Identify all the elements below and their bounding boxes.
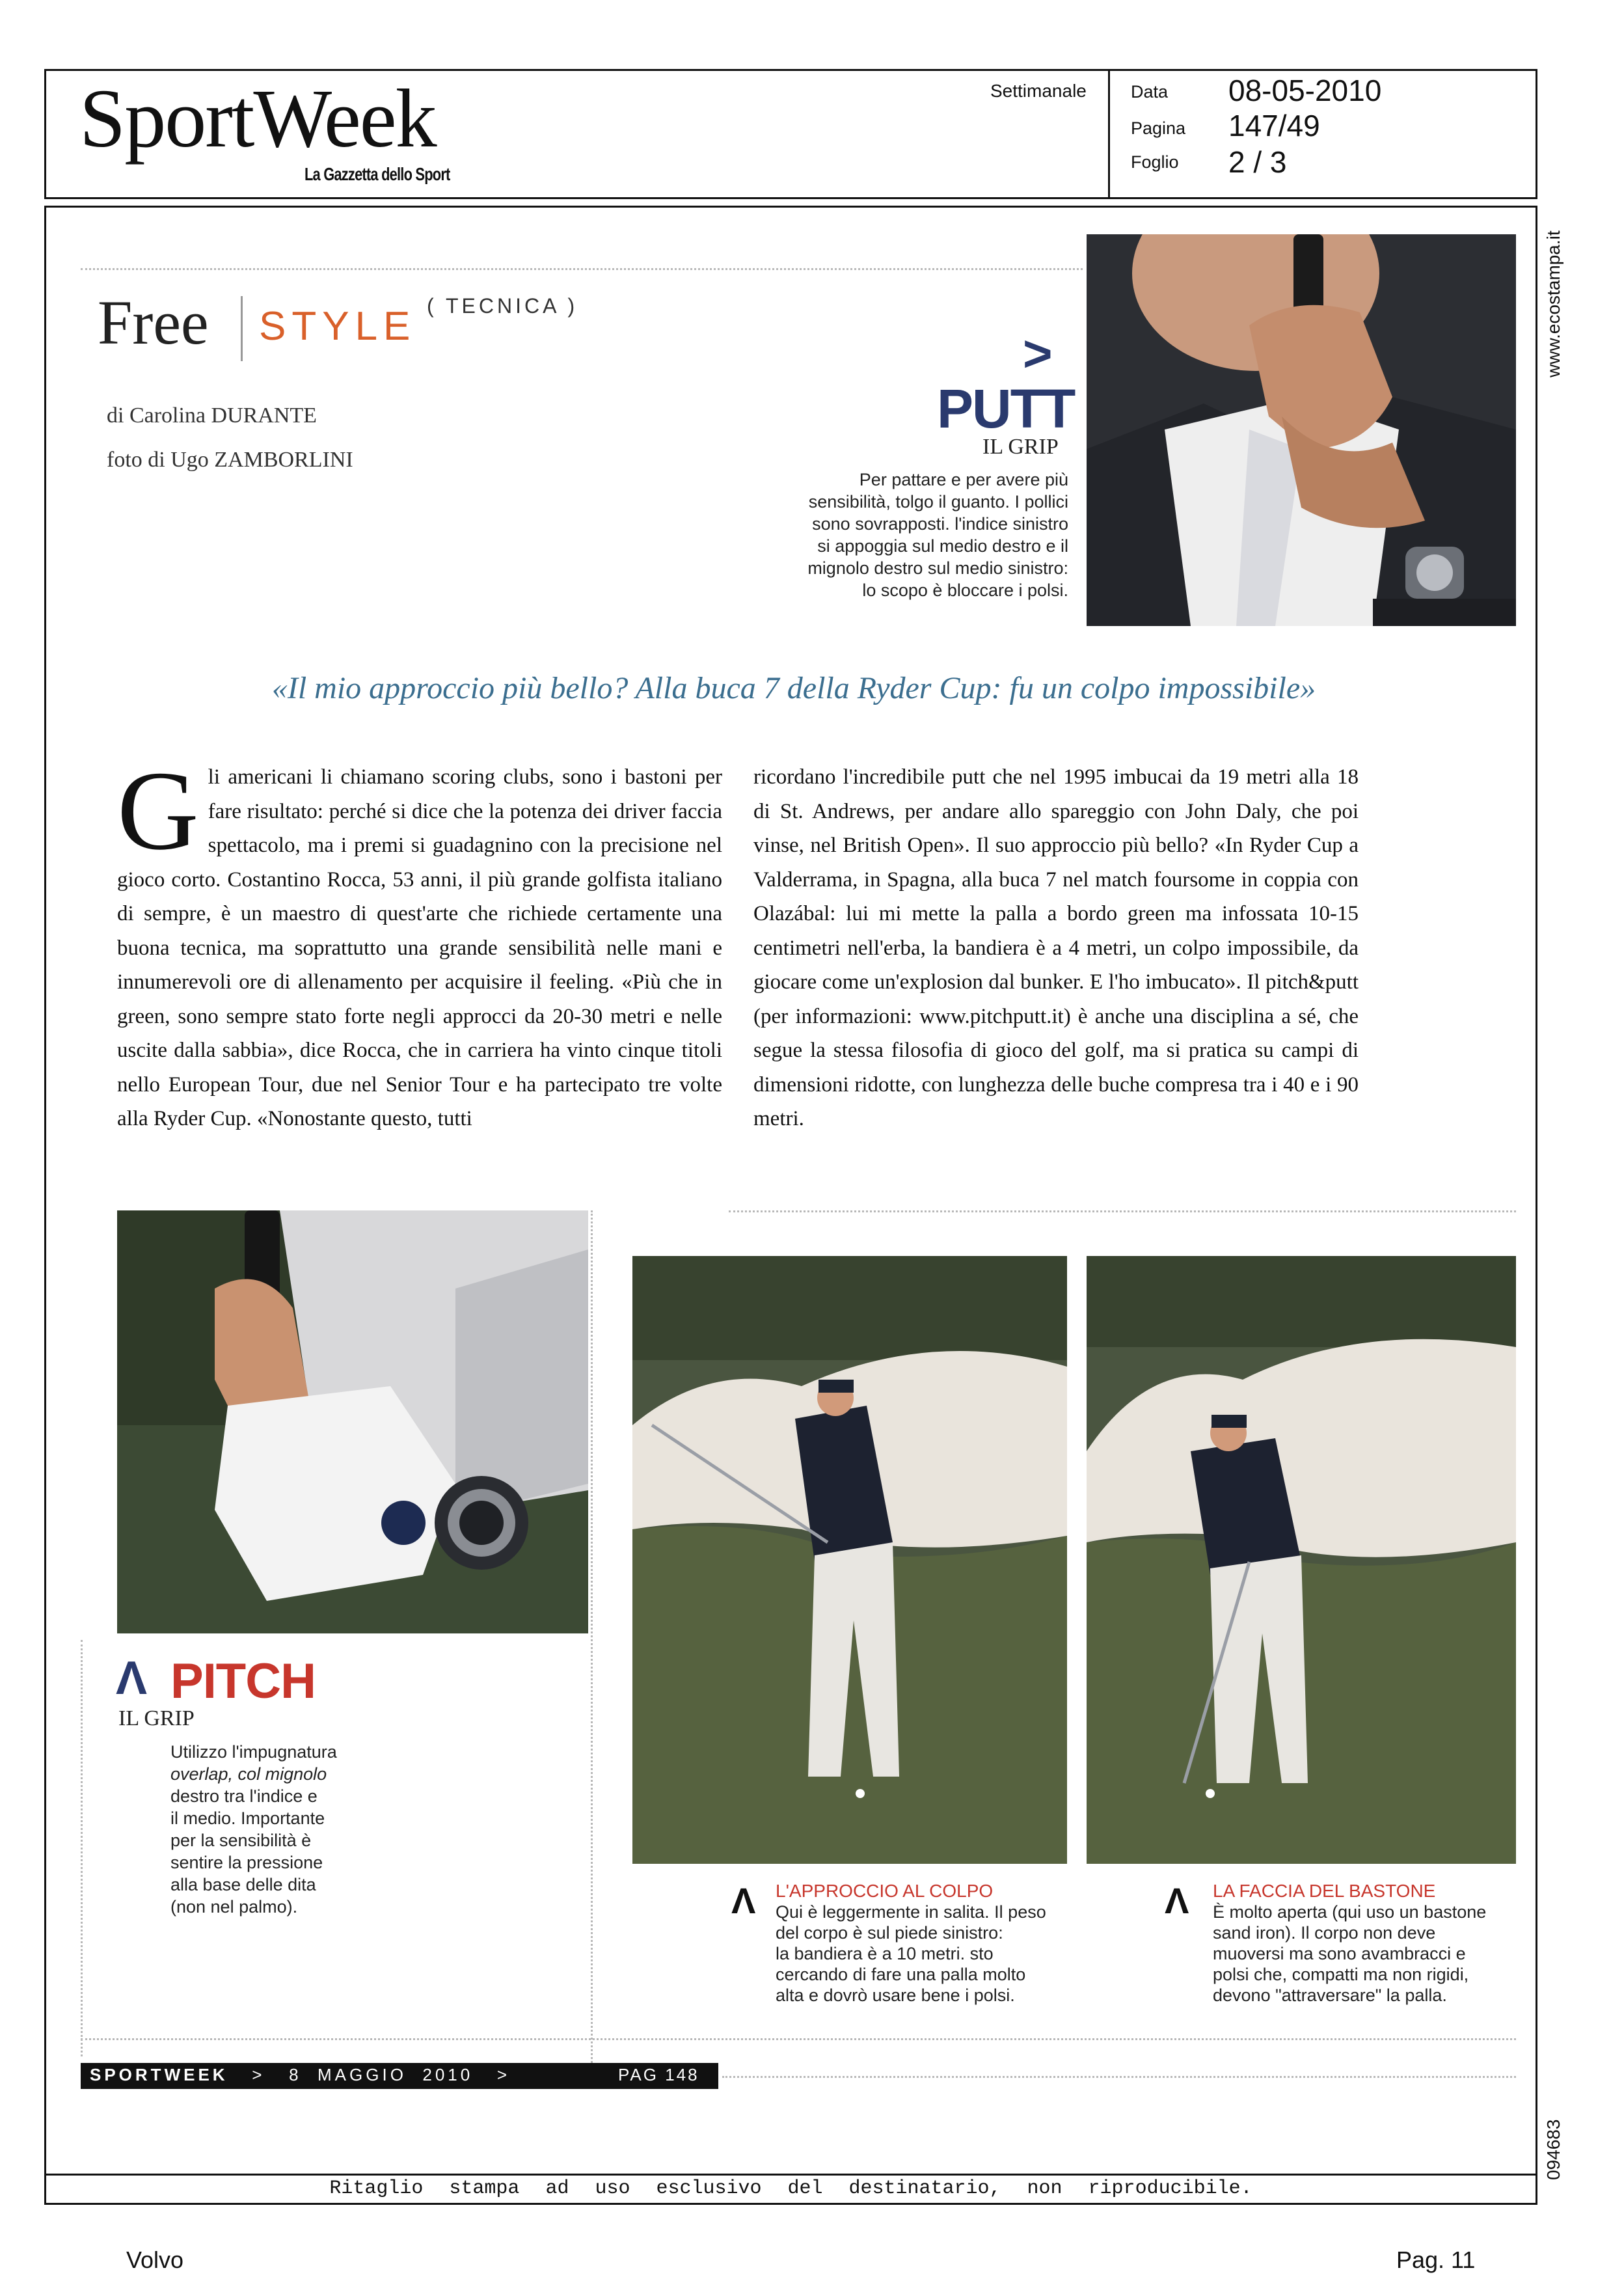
approach-caption-line: Qui è leggermente in salita. Il peso: [776, 1902, 1046, 1922]
clubface-arrow-icon: Λ: [1165, 1880, 1189, 1921]
clubface-caption: [1213, 1881, 1519, 2006]
header-divider: [1108, 69, 1110, 199]
dotted-rule: [81, 268, 1083, 270]
clipping-notice: Ritaglio stampa ad uso esclusivo del destinatario, non riproducibile.: [329, 2177, 1252, 2200]
foglio-label: Foglio: [1131, 152, 1179, 172]
client-name: Volvo: [126, 2246, 184, 2273]
approach-caption-line: alta e dovrò usare bene i polsi.: [776, 1986, 1015, 2005]
pitch-caption-line: (non nel palmo).: [170, 1897, 298, 1917]
pitch-caption-line: sentire la pressione: [170, 1853, 323, 1872]
page-number: Pag. 11: [1396, 2246, 1476, 2273]
pitch-grip-illustration: [117, 1210, 588, 1633]
putt-caption-line: lo scopo è bloccare i polsi.: [862, 580, 1068, 600]
approach-photo: [632, 1256, 1067, 1864]
putt-grip-illustration: [1087, 234, 1516, 626]
putt-caption-line: sensibilità, tolgo il guanto. I pollici: [808, 492, 1068, 512]
clubface-photo: [1087, 1256, 1516, 1864]
folio-text: [90, 2065, 510, 2085]
site-url: www.ecostampa.it: [1543, 230, 1563, 377]
golfer-clubface-illustration: [1087, 1256, 1516, 1864]
photo-byline: foto di Ugo ZAMBORLINI: [107, 448, 353, 472]
putt-caption-line: Per pattare e per avere più: [859, 470, 1068, 489]
foglio-value: 2 / 3: [1228, 145, 1287, 179]
clip-code: 094683: [1543, 2119, 1563, 2180]
section-divider: [241, 296, 243, 361]
article-column-2: [753, 760, 1359, 1136]
section-free: Free: [98, 288, 209, 357]
column-1-text: li americani li chiamano scoring clubs, sono i bastoni per fare risultato: perché si dice che la potenza dei driver faccia spettacolo, ma i premi si guadagnino con la precisione nel gioco corto. Costantino Rocca, 53 anni, il più grande golfista italiano di sempre, è un maestro di quest'arte che richiede certamente una buona tecnica, ma soprattutto una grande sensibilità nelle mani e innumerevoli ore di allenamento per acquisire il feeling. «Più che in green, sono sempre stato forte negli approcci da 20-30 metri e nelle uscite dalla sabbia», dice Rocca, che in carriera ha vinto cinque titoli nello European Tour, due nel Senior Tour e ha partecipato tre volte alla Ryder Cup. «Nonostante questo, tutti: [117, 765, 722, 1130]
dotted-rule: [729, 1210, 1516, 1212]
folio-separator: >: [496, 2065, 511, 2084]
pull-quote: «Il mio approccio più bello? Alla buca 7 della Ryder Cup: fu un colpo impossibile»: [271, 671, 1316, 705]
approach-caption-line: cercando di fare una palla molto: [776, 1965, 1026, 1984]
folio-page: PAG 148: [618, 2065, 699, 2084]
pitch-subtitle: IL GRIP: [118, 1706, 195, 1730]
frequency-label: Settimanale: [990, 81, 1087, 101]
approach-caption-line: la bandiera è a 10 metri. sto: [776, 1944, 994, 1963]
sportweek-logo: SportWeek: [79, 72, 436, 165]
pitch-arrow-icon: Λ: [116, 1652, 148, 1704]
putt-caption-line: sono sovrapposti. l'indice sinistro: [812, 514, 1068, 534]
footer-divider: [44, 2174, 1537, 2176]
folio-separator: >: [252, 2065, 265, 2084]
article-column-1: [117, 748, 722, 1136]
section-style: STYLE: [259, 304, 416, 349]
approach-caption-title: L'APPROCCIO AL COLPO: [776, 1881, 994, 1901]
pitch-caption-line: il medio. Importante: [170, 1808, 325, 1828]
clubface-caption-line: polsi che, compatti ma non rigidi,: [1213, 1965, 1469, 1984]
gazzetta-logo: La Gazzetta dello Sport: [304, 164, 450, 184]
dotted-divider: [81, 1640, 83, 2056]
approach-arrow-icon: Λ: [731, 1880, 756, 1921]
side-site: [1539, 215, 1565, 384]
dotted-rule: [722, 2076, 1516, 2078]
clubface-caption-line: muoversi ma sono avambracci e: [1213, 1944, 1466, 1963]
putt-caption-line: si appoggia sul medio destro e il: [817, 536, 1068, 556]
drop-cap: G: [117, 748, 199, 873]
approach-caption-line: del corpo è sul piede sinistro:: [776, 1923, 1003, 1943]
golfer-approach-illustration: [632, 1256, 1067, 1864]
putt-title: PUTT: [937, 378, 1075, 439]
dotted-divider: [591, 1210, 593, 2063]
dotted-rule: [81, 2038, 1516, 2040]
pagina-value: 147/49: [1228, 109, 1320, 143]
pitch-caption-line: alla base delle dita: [170, 1875, 316, 1894]
approach-caption: [776, 1881, 1088, 2006]
author-byline: di Carolina DURANTE: [107, 403, 317, 428]
column-2-text: ricordano l'incredibile putt che nel 1995 imbucai da 19 metri alla 18 di St. Andrews, per andare allo spareggio con John Daly, che poi vinse, nel British Open». Il suo approccio più bello? «In Ryder Cup a Valderrama, in Spagna, alla buca 7 nel match foursome in coppia con Olazábal: lui mi mette la palla a bordo green ma infossata 10-15 centimetri nell'erba, la bandiera è a 4 metri, un colpo impossibile, da giocare come un'explosion dal bunker. E l'ho imbucato». Il pitch&putt (per informazioni: www.pitchputt.it) è anche una disciplina a sé, che segue la stessa filosofia di gioco del golf, ma si pratica su campi di dimensioni ridotte, con lunghezza delle buche compresa tra i 40 e i 90 metri.: [753, 765, 1359, 1130]
clubface-caption-line: È molto aperta (qui uso un bastone: [1213, 1902, 1487, 1922]
clubface-caption-title: LA FACCIA DEL BASTONE: [1213, 1881, 1436, 1901]
folio-date: 8 MAGGIO 2010: [289, 2065, 474, 2084]
pitch-caption: [170, 1741, 405, 1918]
pitch-caption-line: overlap, col mignolo: [170, 1764, 327, 1784]
pagina-label: Pagina: [1131, 118, 1186, 138]
section-tag: ( TECNICA ): [427, 294, 578, 318]
clubface-caption-line: sand iron). Il corpo non deve: [1213, 1923, 1436, 1943]
clubface-caption-line: devono "attraversare" la palla.: [1213, 1986, 1447, 2005]
putt-grip-photo: [1087, 234, 1516, 626]
putt-arrow-icon: >: [1023, 325, 1053, 382]
data-value: 08-05-2010: [1228, 74, 1382, 107]
pitch-grip-photo: [117, 1210, 588, 1633]
pitch-title: PITCH: [170, 1654, 316, 1709]
pitch-caption-line: per la sensibilità è: [170, 1831, 312, 1850]
putt-caption: [768, 469, 1068, 601]
folio-name: SPORTWEEK: [90, 2065, 228, 2084]
pitch-caption-line: destro tra l'indice e: [170, 1786, 318, 1806]
pitch-caption-line: Utilizzo l'impugnatura: [170, 1742, 337, 1762]
side-code-wrap: [1539, 2120, 1565, 2185]
data-label: Data: [1131, 82, 1169, 102]
putt-caption-line: mignolo destro sul medio sinistro:: [807, 558, 1068, 578]
putt-subtitle: IL GRIP: [982, 435, 1059, 459]
